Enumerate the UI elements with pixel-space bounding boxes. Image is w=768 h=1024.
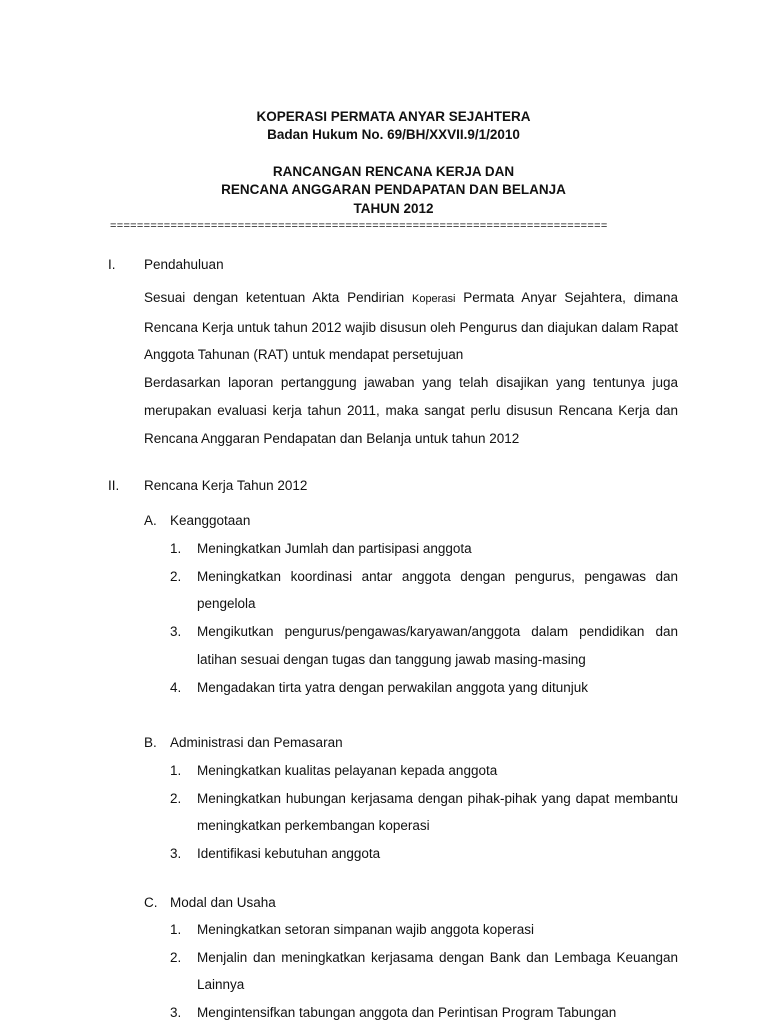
list-item: 3. Identifikasi kebutuhan anggota xyxy=(170,846,381,862)
separator-line: ========================================================================== xyxy=(110,220,608,232)
subsection-c-letter: C. xyxy=(144,895,158,910)
intro-paragraph-2: Berdasarkan laporan pertanggung jawaban yang telah disajikan yang tentunya juga merupakan evaluasi kerja tahun 2011, maka sangat perlu disusun Rencana Kerja dan Rencana Anggaran Pendapatan dan Belanja untuk tahun 2012 xyxy=(144,375,678,446)
subsection-b-letter: B. xyxy=(144,735,157,750)
list-item: 2. Meningkatkan koordinasi antar anggota dengan pengurus, pengawas dan pengelola xyxy=(170,568,678,612)
list-item: 3. Mengintensifkan tabungan anggota dan Perintisan Program Tabungan xyxy=(170,1005,617,1021)
subsection-a-list xyxy=(170,535,678,701)
list-item: 1. Meningkatkan Jumlah dan partisipasi anggota xyxy=(170,541,472,556)
subsection-a-letter: A. xyxy=(144,513,157,528)
list-item: 2. Menjalin dan meningkatkan kerjasama dengan Bank dan Lembaga Keuangan Lainnya xyxy=(170,949,678,993)
list-item: 2. Meningkatkan hubungan kerjasama dengan pihak-pihak yang dapat membantu meningkatkan perkembangan koperasi xyxy=(170,790,678,834)
section-1-numeral: I. xyxy=(108,257,116,272)
list-item: 4. Mengadakan tirta yatra dengan perwakilan anggota yang ditunjuk xyxy=(170,679,589,695)
list-item: 1. Meningkatkan kualitas pelayanan kepada anggota xyxy=(170,763,498,778)
subsection-c-list xyxy=(170,916,678,1024)
subsection-b-title: Administrasi dan Pemasaran xyxy=(170,735,343,750)
subsection-a-title: Keanggotaan xyxy=(170,513,251,528)
section-2-numeral: II. xyxy=(108,478,120,493)
org-name: KOPERASI PERMATA ANYAR SEJAHTERA xyxy=(256,109,531,124)
subsection-a-heading xyxy=(144,512,250,530)
doc-title-line3: TAHUN 2012 xyxy=(353,201,434,216)
subsection-b-list xyxy=(170,757,678,868)
doc-title-line2: RENCANA ANGGARAN PENDAPATAN DAN BELANJA xyxy=(221,182,566,197)
legal-number: Badan Hukum No. 69/BH/XXVII.9/1/2010 xyxy=(267,127,520,142)
intro-paragraphs xyxy=(144,284,678,452)
section-1-title: Pendahuluan xyxy=(144,257,224,272)
subsection-b-heading xyxy=(144,734,343,752)
subsection-c-heading xyxy=(144,894,276,912)
list-item: 1. Meningkatkan setoran simpanan wajib anggota koperasi xyxy=(170,922,534,937)
doc-title-line1: RANCANGAN RENCANA KERJA DAN xyxy=(272,164,515,179)
intro-paragraph-1: Sesuai dengan ketentuan Akta Pendirian Koperasi Permata Anyar Sejahtera, dimana Rencana Kerja untuk tahun 2012 wajib disusun oleh Pengurus dan diajukan dalam Rapat Anggota Tahunan (RAT) untuk mendapat persetujuan xyxy=(144,290,678,363)
list-item: 3. Mengikutkan pengurus/pengawas/karyawan/anggota dalam pendidikan dan latihan sesuai dengan tugas dan tanggung jawab masing-masing xyxy=(170,624,678,667)
section-2-title: Rencana Kerja Tahun 2012 xyxy=(144,478,308,493)
subsection-c-title: Modal dan Usaha xyxy=(170,895,276,910)
